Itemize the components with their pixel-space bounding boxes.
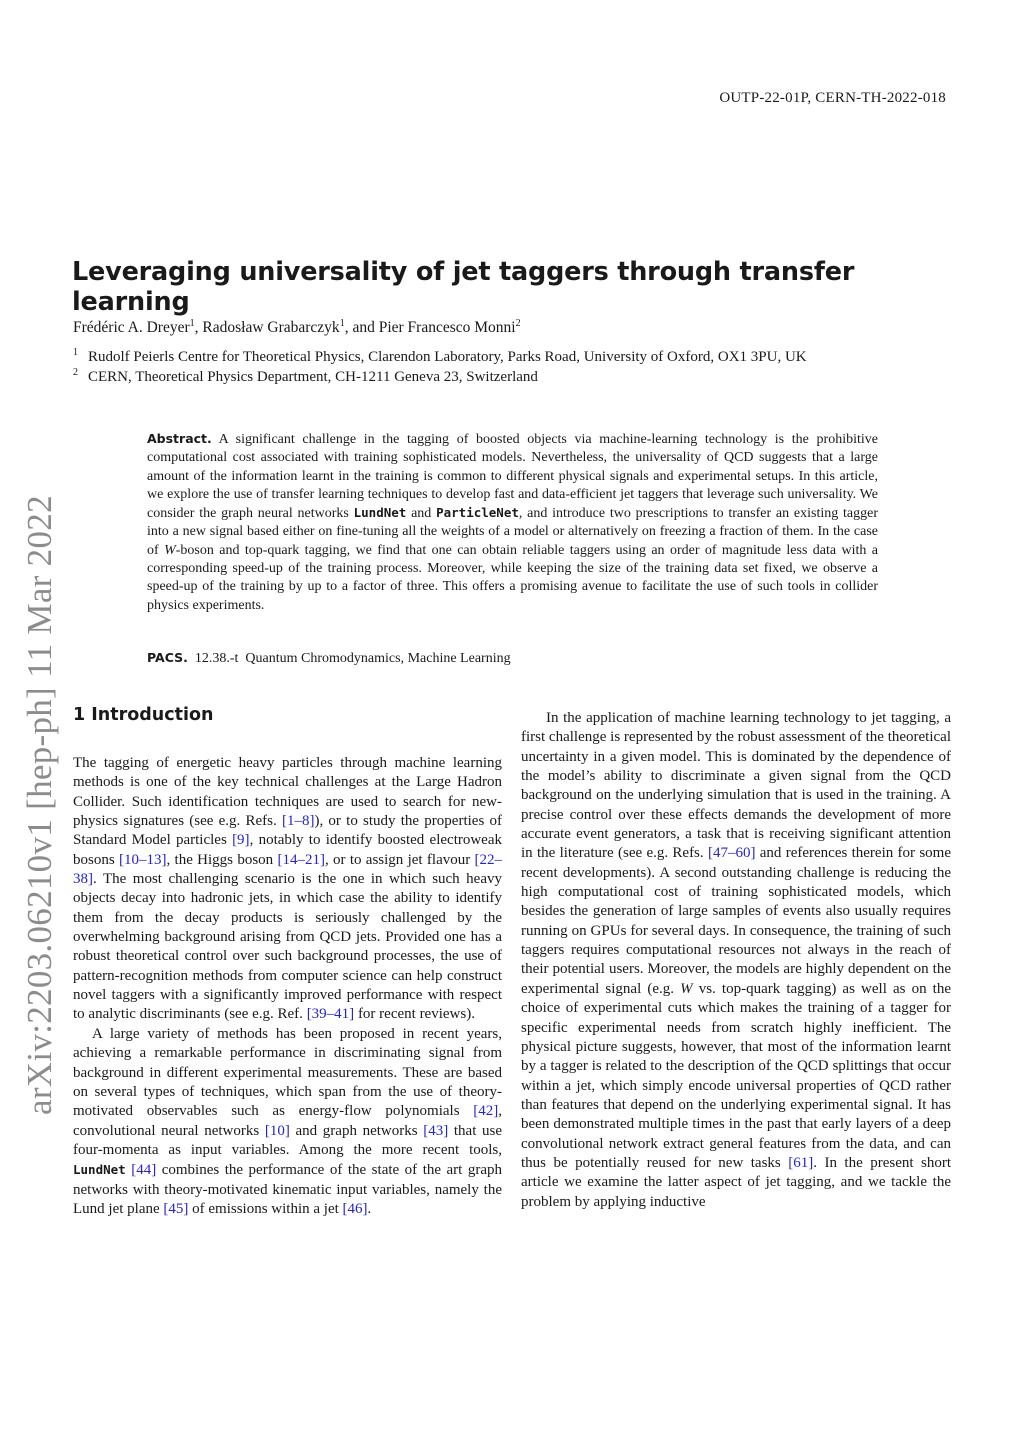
w-boson-symbol: W: [164, 542, 176, 558]
body-text: . The most challenging scenario is the one in which such heavy objects decay into hadronic jets, in which case the ability to identify them from the decay products is seriously challenged by the overwhelming background arising from QCD jets. Provided one has a robust theoretical control over such background processes, the use of pattern-recognition methods from computer science can help construct novel taggers with a significantly improved performance with respect to analytic discriminants (see e.g. Ref.: [73, 871, 502, 1023]
citation-link[interactable]: [45]: [163, 1200, 189, 1217]
body-text: , or to assign jet flavour: [324, 851, 471, 868]
body-text: In the application of machine learning technology to jet tagging, a first challenge is represented by the robust assessment of the theoretical uncertainty in a given model. This is dominated by the dependence of the model’s ability to discriminate a given signal from the QCD background on the underlying simulation that is used in the training. A precise control over these effects demands the development of more accurate event generators, a task that is receiving significant attention in the literature (see e.g. Refs.: [521, 710, 951, 862]
abstract-text: and: [411, 506, 432, 522]
pacs-label: PACS.: [147, 650, 188, 665]
author-list: [73, 318, 521, 337]
citation-link[interactable]: [14–21]: [277, 851, 325, 868]
arxiv-stamp: arXiv:2203.06210v1 [hep-ph] 11 Mar 2022: [20, 495, 59, 1115]
body-text: ), or to study the properties of Standard Model particles: [73, 813, 502, 849]
author-separator: ,: [194, 319, 203, 337]
citation-link[interactable]: [44]: [131, 1162, 157, 1179]
author-affiliation-mark: 2: [515, 318, 521, 329]
body-text: that use four-momenta as input variables. Among the more recent tools,: [73, 1122, 502, 1158]
author-affiliation-mark: 1: [189, 318, 195, 329]
body-text: . In the present short article we examine the latter aspect of jet tagging, and we tackle the problem by applying inductive: [521, 1154, 951, 1210]
right-column: [521, 709, 951, 1212]
paragraph: [521, 709, 951, 1212]
affiliation-2: [73, 367, 538, 386]
abstract: [147, 430, 878, 615]
body-text: A large variety of methods has been proposed in recent years, achieving a remarkable performance in discriminating signal from background in different experimental measurements. These are based on several types of techniques, which span from the use of theory-motivated observables such as energy-flow polynomials: [73, 1025, 502, 1120]
author-name: Radosław Grabarczyk: [202, 319, 340, 337]
author-name: Pier Francesco Monni: [378, 319, 516, 337]
paragraph: [73, 754, 502, 1025]
affiliation-number: 1: [73, 347, 78, 358]
citation-link[interactable]: [10]: [264, 1122, 290, 1139]
citation-link[interactable]: [22–38]: [73, 851, 503, 888]
citation-link[interactable]: [47–60]: [707, 845, 756, 862]
report-number: OUTP-22-01P, CERN-TH-2022-018: [719, 90, 946, 106]
affiliation-1: [73, 347, 807, 366]
pacs-text: Quantum Chromodynamics, Machine Learning: [245, 651, 511, 666]
author-affiliation-mark: 1: [339, 318, 345, 329]
left-column: [73, 754, 502, 1219]
citation-link[interactable]: [39–41]: [306, 1006, 355, 1023]
affiliation-text: Rudolf Peierls Centre for Theoretical Physics, Clarendon Laboratory, Parks Road, University of Oxford, OX1 3PU, UK: [88, 349, 807, 365]
particlenet-code: ParticleNet: [436, 505, 519, 521]
abstract-text: A significant challenge in the tagging of boosted objects via machine-learning technology is the prohibitive computational cost associated with training sophisticated models. Nevertheless, the universality of QCD suggests that a large amount of the information learnt in the training is common to different physical signals and experimental setups. In this article, we explore the use of transfer learning techniques to develop fast and data-efficient jet taggers that leverage such universality. We consider the graph neural networks: [147, 432, 878, 522]
abstract-text: , and introduce two prescriptions to transfer an existing tagger into a new signal based either on fine-tuning all the weights of a model or alternatively on freezing a fraction of them. In the case of: [147, 506, 878, 558]
body-text: , the Higgs boson: [166, 851, 274, 868]
section-heading: 1 Introduction: [73, 705, 214, 725]
citation-link[interactable]: [61]: [788, 1154, 814, 1171]
abstract-label: Abstract.: [147, 431, 212, 446]
body-text: of emissions within a jet: [192, 1200, 339, 1217]
pacs: [147, 650, 511, 667]
body-text: vs. top-quark tagging) as well as on the choice of experimental cuts which makes the training of a tagger for specific experimental needs from scratch highly inefficient. The physical picture suggests, however, that most of the information learnt by a tagger is related to the description of the QCD splittings that occur within a jet, which simply encode universal properties of QCD rather than features that depend on the underlying experimental signal. It has been demonstrated multiple times in the past that early layers of a deep convolutional network extract general features from the data, and can thus be potentially reused for new tasks: [521, 980, 952, 1171]
citation-link[interactable]: [43]: [423, 1122, 449, 1139]
body-text: The tagging of energetic heavy particles through machine learning methods is one of the key technical challenges at the Large Hadron Collider. Such identification techniques are used to search for new-physics signatures (see e.g. Refs.: [73, 755, 502, 830]
body-text: , notably to identify boosted electroweak bosons: [73, 832, 503, 868]
pacs-code: 12.38.-t: [194, 651, 239, 666]
lundnet-code: LundNet: [73, 1162, 126, 1178]
lundnet-code: LundNet: [353, 505, 407, 521]
author-name: Frédéric A. Dreyer: [73, 319, 190, 337]
paragraph: [73, 1025, 502, 1219]
author-separator: , and: [344, 319, 379, 337]
body-text: combines the performance of the state of the art graph networks with theory-motivated kinematic input variables, namely the Lund jet plane: [73, 1162, 503, 1217]
citation-link[interactable]: [9]: [232, 832, 250, 849]
body-text: and graph networks: [295, 1122, 418, 1139]
citation-link[interactable]: [42]: [473, 1103, 499, 1120]
affiliation-number: 2: [73, 367, 78, 378]
body-text: for recent reviews).: [357, 1006, 475, 1023]
citation-link[interactable]: [46]: [342, 1200, 368, 1217]
citation-link[interactable]: [1–8]: [281, 813, 315, 830]
body-text: .: [367, 1200, 372, 1217]
affiliation-text: CERN, Theoretical Physics Department, CH-1211 Geneva 23, Switzerland: [88, 369, 538, 385]
abstract-text: -boson and top-quark tagging, we find that one can obtain reliable taggers using an order of magnitude less data with a corresponding speed-up of the training process. Moreover, while keeping the size of the training data set fixed, we observe a speed-up of the training by up to a factor of three. This offers a promising avenue to facilitate the use of such tools in collider physics experiments.: [147, 542, 879, 613]
body-text: , convolutional neural networks: [73, 1103, 503, 1139]
body-text: and references therein for some recent developments). A second outstanding challenge is reducing the high computational cost of training sophisticated models, which besides the generation of large samples of events also usually requires running on GPUs for several days. In consequence, the training of such taggers requires computational resources not always in the reach of their potential users. Moreover, the models are highly dependent on the experimental signal (e.g.: [521, 845, 951, 997]
paper-title: Leveraging universality of jet taggers through transfer learning: [72, 257, 855, 317]
w-boson-symbol: W: [680, 980, 693, 997]
citation-link[interactable]: [10–13]: [119, 851, 167, 868]
